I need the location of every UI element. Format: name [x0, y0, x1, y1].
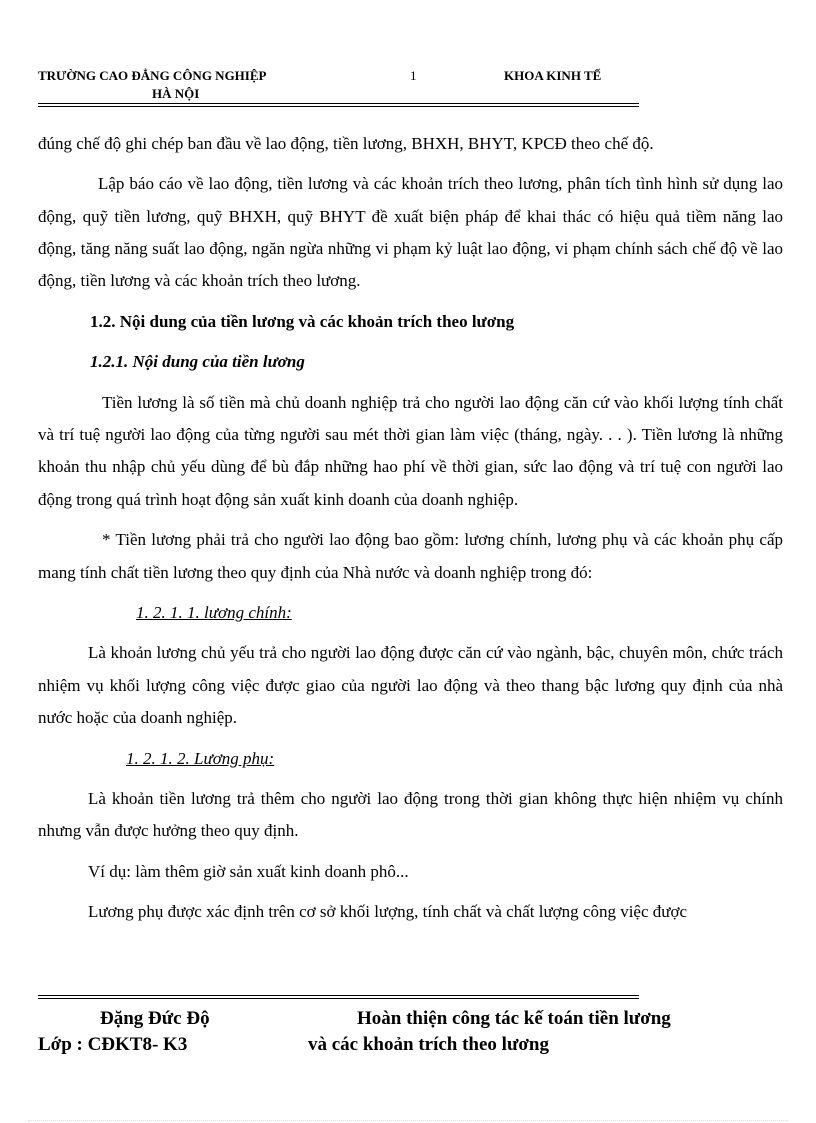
header-department: KHOA KINH TẾ	[504, 68, 602, 83]
page-edge-divider	[28, 1120, 788, 1121]
footer-author: Đặng Đức Độ	[100, 1008, 210, 1029]
paragraph: đúng chế độ ghi chép ban đầu về lao động, tiền lương, BHXH, BHYT, KPCĐ theo chế độ.	[38, 134, 654, 153]
header-school-line2: HÀ NỘI	[152, 86, 200, 101]
header-school-line1: TRƯỜNG CAO ĐẲNG CÔNG NGHIỆP	[38, 68, 267, 83]
paragraph: * Tiền lương phải trả cho người lao động bao gồm: lương chính, lương phụ và các khoản phụ cấp mang tính chất tiền lương theo quy định của Nhà nước và doanh nghiệp trong đó:	[38, 530, 783, 582]
page-number: 1	[410, 68, 417, 83]
footer-class: Lớp : CĐKT8- K3	[38, 1034, 188, 1055]
paragraph: Là khoản tiền lương trả thêm cho người lao động trong thời gian không thực hiện nhiệm vụ chính nhưng vẫn được hưởng theo quy định.	[38, 789, 783, 841]
subsubsection-heading: 1. 2. 1. 2. Lương phụ:	[126, 748, 275, 768]
footer-rule	[38, 995, 639, 999]
paragraph: Lập báo cáo về lao động, tiền lương và các khoản trích theo lương, phân tích tình hình sử dụng lao động, quỹ tiền lương, quỹ BHXH, quỹ BHYT đề xuất biện pháp để khai thác có hiệu quả tiềm năng lao động, tăng năng suất lao động, ngăn ngừa những vi phạm kỷ luật lao động, vi phạm chính sách chế độ về lao động, tiền lương và các khoản trích theo lương.	[38, 174, 783, 291]
header-rule	[38, 103, 639, 107]
document-body	[38, 128, 783, 937]
paragraph: Lương phụ được xác định trên cơ sở khối lượng, tính chất và chất lượng công việc được	[88, 902, 688, 922]
footer-title-line1: Hoàn thiện công tác kế toán tiền lương	[357, 1008, 671, 1029]
subsection-heading: 1.2.1. Nội dung của tiền lương	[90, 352, 305, 372]
subsubsection-heading: 1. 2. 1. 1. lương chính:	[136, 602, 292, 622]
paragraph: Tiền lương là số tiền mà chủ doanh nghiệp trả cho người lao động căn cứ vào khối lượng tính chất và trí tuệ người lao động của từng người sau mét thời gian làm việc (tháng, ngày. . . ). Tiền lương là những khoản thu nhập chủ yếu dùng để bù đắp những hao phí về thời gian, sức lao động và trí tuệ con người lao động trong quá trình hoạt động sản xuất kinh doanh của doanh nghiệp.	[38, 392, 783, 509]
footer-title-line2: và các khoản trích theo lương	[308, 1034, 549, 1055]
paragraph: Ví dụ: làm thêm giờ sản xuất kinh doanh phô...	[88, 861, 409, 881]
section-heading: 1.2. Nội dung của tiền lương và các khoản trích theo lương	[90, 311, 515, 331]
paragraph: Là khoản lương chủ yếu trả cho người lao động được căn cứ vào ngành, bậc, chuyên môn, chức trách nhiệm vụ khối lượng công việc được giao của người lao động và theo thang bậc lương quy định của nhà nước hoặc của doanh nghiệp.	[38, 643, 783, 728]
